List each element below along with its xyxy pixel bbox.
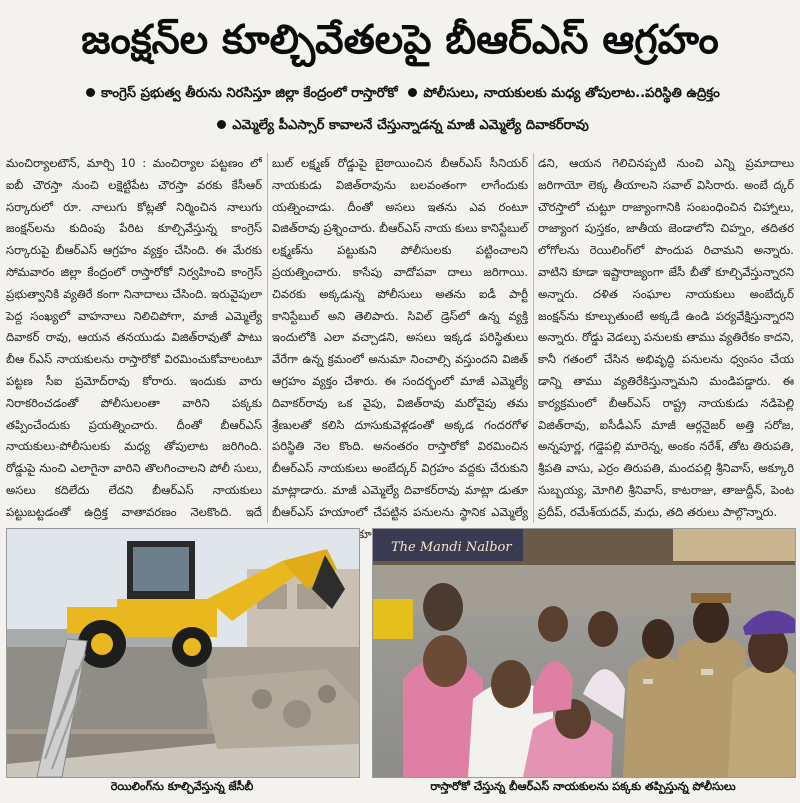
jcb-illustration — [7, 529, 359, 777]
column-divider — [533, 153, 534, 523]
subhead-3: ఎమ్మెల్యే పీఎస్సార్ కావాలనే చేస్తున్నాడన్న మాజీ ఎమ్మెల్యే దివాకర్‌రావు — [232, 118, 589, 133]
article-column-1: మంచిర్యాలటౌన్, మార్చి 10 : మంచిర్యాల పట్టణం లో ఐబీ చౌరస్తా నుంచి లక్షెట్టిపేట చౌరస్తా వరకు కేసీఆర్ సర్కారులో రూ. నాలుగు కోట్లతో నిర్మించిన నాలుగు జంక్షన్‌లను కుదింపు పేరిట కూల్చివేస్తున్న కాంగ్రెస్ సర్కారుపై బీఆర్‌ఎస్ ఆగ్రహం వ్యక్తం చేసింది. ఈ మేరకు సోమవారం జిల్లా కేంద్రంలో రాస్తారోకో నిర్వహించి కాంగ్రెస్ ప్రభుత్వానికి వ్యతిరే కంగా నినాదాలు చేసింది. ఇరువైపులా పెద్ద సంఖ్యలో వాహనాలు నిలిచిపోగా, మాజీ ఎమ్మెల్యే దివాకర్ రావు, ఆయన తనయుడు విజిత్‌రావుతో పాటు బీఆ ర్‌ఎస్ నాయకులను రాస్తారోకో విరమించుకోవాలంటూ పట్టణ సీఐ ప్రమోద్‌రావు కోరారు. ఇందుకు వారు నిరాకరించడంతో పోలీసులంతా వారిని పక్కకు తప్పించేందుకు ప్రయత్నించారు. దీంతో బీఆర్‌ఎస్ నాయకులు-పోలీసులకు మధ్య తోపులాట జరిగింది. రోడ్డుపై నుంచి ఎలాగైనా వారిని తొలగించాలని పోలీ సులు, అసలు కదిలేదు లేదని బీఆర్‌ఎస్ నాయకులు పట్టుబట్టడంతో ఉద్రిక్త వాతావరణం నెలకొంది. ఇదే — [6, 156, 262, 519]
protest-illustration — [373, 529, 795, 777]
photo-caption-right: రాస్తారోకో చేస్తున్న బీఆర్‌ఎస్ నాయకులను పక్కకు తప్పిస్తున్న పోలీసులు — [430, 780, 736, 793]
photo-jcb-demolition — [6, 528, 360, 778]
photo-police-protest — [372, 528, 796, 778]
subhead-row-1 — [0, 86, 800, 104]
column-divider — [267, 153, 268, 523]
bullet-icon — [86, 88, 95, 97]
subhead-1: కాంగ్రెస్ ప్రభుత్వ తీరును నిరసిస్తూ జిల్లా కేంద్రంలో రాస్తారోకో — [101, 86, 398, 101]
subhead-2: పోలీసులు, నాయకులకు మధ్య తోపులాట..పరిస్థితి ఉద్రిక్తం — [423, 86, 720, 101]
article-body — [6, 153, 794, 525]
shop-sign: The Mandi Nalbor — [391, 540, 512, 555]
bullet-icon — [408, 88, 417, 97]
article-column-2: బుల్ లక్ష్మణ్ రోడ్డుపై బైఠాయించిన బీఆర్‌ఎస్ సీనియర్ నాయకుడు విజిత్‌రావును బలవంతంగా లాగేందుకు యత్నించాడు. దీంతో అసలు ఇతను ఎవ రంటూ విజిత్‌రావు ప్రశ్నించారు. బీఆర్‌ఎస్ నాయ కులు కానిస్టేబుల్ లక్ష్మణ్‌ను పట్టుకుని పోలీసులకు పట్టించాలని ప్రయత్నించారు. కాసేపు వాదోపవా దాలు జరిగాయి. చివరకు అక్కడున్న పోలీసులు అతను ఐడీ పార్టీ కానిస్టేబుల్ అని తెలిపారు. సివిల్ డ్రెస్‌లో ఉన్న వ్యక్తి ఇందులోకి ఎలా వచ్చాడని, అసలు ఇక్కడ పరిస్థితులు వేరేగా ఉన్న క్రమంలో అనుమా నించాల్సి వస్తుందని విజిత్ ఆగ్రహం వ్యక్తం చేశారు. ఈ సందర్భంలో మాజీ ఎమ్మెల్యే దివాకర్‌రావు ఒక వైపు, విజిత్‌రావు మరోవైపు తమ శ్రేణులతో కలిసి దూసుకువెళ్లడంతో అక్కడ గందరగోళ పరిస్థితి నెల కొంది. అనంతరం రాస్తారోకో విరమించిన బీఆర్‌ఎస్ నాయకులు అంబేద్కర్ విగ్రహం వద్దకు చేరుకుని మాట్లాడారు. మాజీ ఎమ్మెల్యే దివాకర్‌రావు మాట్లా డుతూ బీఆర్‌ఎస్ హయాంలో చేపట్టిన పనులను స్థానిక ఎమ్మెల్యే — [272, 156, 528, 519]
subhead-row-2 — [0, 118, 800, 136]
bullet-icon — [217, 120, 226, 129]
headline: జంక్షన్‌ల కూల్చివేతలపై బీఆర్‌ఎస్ ఆగ్రహం — [81, 17, 719, 63]
photo-caption-left: రెయిలింగ్‌ను కూల్చివేస్తున్న జేసీబీ — [110, 780, 254, 793]
article-column-3: డని, ఆయన గెలిచినప్పటి నుంచి ఎన్ని ప్రమాదాలు జరిగాయో లెక్క తీయాలని సవాల్ విసిరారు. అంబే ద్కర్ చౌరస్తాలో చుట్టూ రాజ్యాంగానికి సంబంధించిన చిహ్నాలు, రాజ్యాంగ పుస్తకం, జాతీయ జెండాలోని చిహ్నం, తదితర లోగోలను రెయిలింగ్‌లో పొందుప రిచామని అన్నారు. వాటిని కూడా ఇష్టారాజ్యంగా జేసీ బీతో కూల్చివేస్తున్నారని అన్నారు. దళిత సంఘాల నాయకులు అంబేద్కర్ జంక్షన్‌ను కూల్చుతుంటే అక్కడే ఉండి పర్యవేక్షిస్తున్నారని అన్నారు. రోడ్డు వెడల్పు పనులకు తాము వ్యతిరేకం కాదని, కానీ గతంలో చేసిన అభివృద్ధి పనులను ధ్వంసం చేయ డాన్ని తాము వ్యతిరేకిస్తున్నామని మండిపడ్డారు. ఈ కార్యక్రమంలో బీఆర్‌ఎస్ రాష్ట్ర నాయకుడు నడిపెల్లి విజిత్‌రావు, ఐసీడీఎస్ మాజీ ఆర్గనైజర్ అత్తి సరోజ, అన్నపూర్ణ, గడ్డెపల్లి మారెన్న, అంకం నరేశ్, తోట తిరుపతి, శ్రీపతి వాసు, ఎర్రం తిరుపతి, మందపల్లి శ్రీనివాస్, అక్కూరి సుబ్బయ్య, మోగిలి శ్రీనివాస్, కాటరాజు, తాజుద్దీన్, పెంట ప్రదీప్, రమేశ్‌యదవ్, మధు, తది తరులు పాల్గొన్నారు. — [538, 156, 794, 519]
